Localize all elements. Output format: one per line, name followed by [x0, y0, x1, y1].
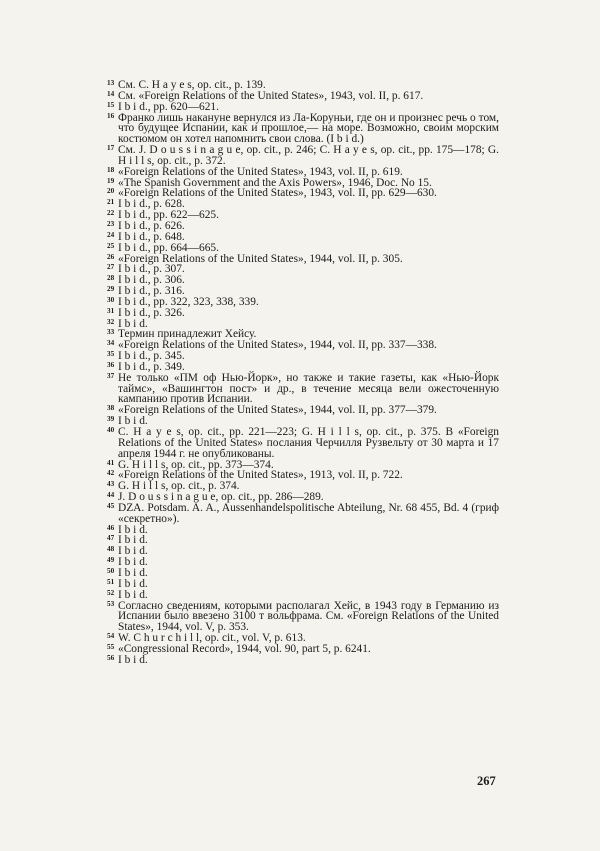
footnote-number: 40 [107, 426, 115, 434]
footnote-number: 30 [107, 295, 115, 304]
footnote-number: 21 [107, 198, 115, 207]
footnote-number: 35 [107, 350, 115, 359]
footnote-number: 15 [107, 100, 115, 109]
footnote-number: 19 [107, 176, 115, 185]
footnote-text: См. J. D o u s s i n a g u e, op. cit., p. 246; C. H a y e s, op. cit., pp. 175—178; G. H i l l s, op. cit., p. 372. [118, 144, 499, 167]
footnote [107, 373, 499, 406]
footnote [107, 113, 499, 146]
footnote-number: 26 [107, 252, 115, 261]
page-number: 267 [477, 774, 496, 788]
footnote-number: 37 [107, 371, 115, 380]
footnote-text: Не только «ПМ оф Нью-Йорк», но также и такие газеты, как «Нью-Йорк таймс», «Вашингтон пост» и др., в течение месяца вели ожесточенную кампанию против Испании. [118, 371, 499, 406]
footnote-number: 28 [107, 274, 115, 283]
footnote-text: I b i d., p. 345. [118, 350, 185, 363]
footnote-text: I b i d. [118, 577, 148, 590]
footnote-number: 51 [107, 577, 115, 586]
footnote-number: 13 [107, 79, 115, 87]
footnote [107, 655, 499, 666]
footnote-text: I b i d. [118, 545, 148, 558]
footnote-text: «Congressional Record», 1944, vol. 90, part 5, p. 6241. [118, 642, 371, 655]
footnote [107, 405, 499, 416]
footnote-text: I b i d. [118, 556, 148, 569]
footnote-text: I b i d., p. 316. [118, 285, 185, 298]
footnote-text: G. H i l l s, op. cit., pp. 373—374. [118, 458, 274, 471]
footnote-number: 17 [107, 144, 115, 153]
footnote-text: I b i d. [118, 653, 148, 666]
footnote-text: I b i d. [118, 523, 148, 536]
footnote-text: I b i d., p. 628. [118, 198, 185, 211]
footnote-number: 41 [107, 458, 115, 467]
footnote-number: 14 [107, 89, 115, 98]
footnote-number: 43 [107, 480, 115, 489]
footnote-text: «Foreign Relations of the United States», 1944, vol. II, pp. 337—338. [118, 339, 437, 352]
footnote-text: См. C. H a y e s, op. cit., p. 139. [118, 79, 266, 91]
footnote-number: 50 [107, 566, 115, 575]
footnote [107, 557, 499, 568]
footnote [107, 308, 499, 319]
footnote-text: J. D o u s s i n a g u e, op. cit., pp. 286—289. [118, 491, 324, 504]
footnote-number: 46 [107, 523, 115, 532]
footnote-text: I b i d. [118, 415, 148, 428]
footnote-number: 49 [107, 556, 115, 565]
footnote-number: 32 [107, 317, 115, 326]
footnote-number: 29 [107, 285, 115, 294]
footnote-text: «Foreign Relations of the United States», 1943, vol. II, p. 619. [118, 165, 403, 178]
footnote-number: 36 [107, 360, 115, 369]
footnote-number: 31 [107, 306, 115, 315]
footnote-number: 24 [107, 230, 115, 239]
footnote-number: 34 [107, 339, 115, 348]
footnote-text: «Foreign Relations of the United States», 1944, vol. II, p. 305. [118, 252, 403, 265]
footnote-number: 18 [107, 165, 115, 174]
footnote-number: 53 [107, 599, 115, 608]
footnote-text: I b i d., p. 349. [118, 360, 185, 373]
footnote-text: I b i d., p. 648. [118, 230, 185, 243]
footnote-text: «Foreign Relations of the United States», 1944, vol. II, pp. 377—379. [118, 404, 437, 417]
footnote-text: «Foreign Relations of the United States», 1913, vol. II, p. 722. [118, 469, 403, 482]
footnote-number: 47 [107, 534, 115, 543]
footnote-text: «The Spanish Government and the Axis Powers», 1946, Doc. No 15. [118, 176, 432, 189]
footnote-number: 52 [107, 588, 115, 597]
footnote [107, 601, 499, 634]
footnote-text: DZA. Potsdam. A. A., Aussenhandelspolitische Abteilung, Nr. 68 455, Bd. 4 (гриф «секретно»). [118, 501, 499, 525]
footnote [107, 546, 499, 557]
footnote-number: 44 [107, 491, 115, 500]
footnote-text: I b i d., p. 306. [118, 274, 185, 287]
footnote [107, 568, 499, 579]
footnote-text: См. «Foreign Relations of the United States», 1943, vol. II, p. 617. [118, 89, 424, 102]
footnote-text: I b i d., p. 307. [118, 263, 185, 276]
footnote-number: 48 [107, 545, 115, 554]
footnote-number: 16 [107, 111, 115, 120]
footnote-text: I b i d., pp. 664—665. [118, 241, 219, 254]
footnote-text: I b i d. [118, 534, 148, 547]
footnote-number: 38 [107, 404, 115, 413]
footnote-text: I b i d. [118, 566, 148, 579]
footnote-text: I b i d., pp. 622—625. [118, 209, 219, 222]
footnote-text: G. H i l l s, op. cit., p. 374. [118, 480, 240, 493]
footnote [107, 525, 499, 536]
footnote [107, 145, 499, 167]
footnote-number: 27 [107, 263, 115, 272]
footnote-text: I b i d. [118, 588, 148, 601]
footnote-text: I b i d., p. 326. [118, 306, 185, 319]
footnote-text: I b i d., pp. 322, 323, 338, 339. [118, 295, 259, 308]
footnote-number: 45 [107, 501, 115, 510]
footnote-text: C. H a y e s, op. cit., pp. 221—223; G. H i l l s, op. cit., p. 375. В «Foreign Relations of the United States» послания Черчилля Рузвельту от 30 марта и 17 апреля 1944 г. не опубликованы. [118, 426, 499, 460]
footnote [107, 427, 499, 460]
footnote-text: I b i d. [118, 317, 148, 330]
footnote-text: «Foreign Relations of the United States», 1943, vol. II, pp. 629—630. [118, 187, 437, 200]
footnote-number: 42 [107, 469, 115, 478]
footnote-text: Согласно сведениям, которыми располагал Хейс, в 1943 году в Германию из Испании было ввезено 3100 т вольфрама. См. «Foreign Relations of the United States», 1944, vol. V, p. 353. [118, 599, 499, 634]
footnote-list [107, 80, 499, 666]
footnote-text: Франко лишь накануне вернулся из Ла-Коруньи, где он и произнес речь о том, что будущее Испании, как и прошлое,— на море. Возможно, своим морским костюмом он хотел напомнить свои слова. (I b i d.) [118, 111, 499, 146]
footnote-text: W. C h u r c h i l l, op. cit., vol. V, p. 613. [118, 632, 306, 645]
footnote [107, 535, 499, 546]
footnote [107, 503, 499, 525]
footnote-number: 33 [107, 328, 115, 337]
footnote [107, 644, 499, 655]
footnote [107, 579, 499, 590]
footnote-text: I b i d., pp. 620—621. [118, 100, 219, 113]
footnote-number: 56 [107, 653, 115, 662]
footnote-number: 23 [107, 219, 115, 228]
footnote-number: 25 [107, 241, 115, 250]
footnote-number: 39 [107, 415, 115, 424]
footnote-number: 54 [107, 632, 115, 641]
footnote-text: I b i d., p. 626. [118, 219, 185, 232]
footnote-text: Термин принадлежит Хейсу. [118, 328, 257, 341]
footnote-number: 20 [107, 187, 115, 196]
footnote-number: 55 [107, 642, 115, 651]
footnote-number: 22 [107, 209, 115, 218]
